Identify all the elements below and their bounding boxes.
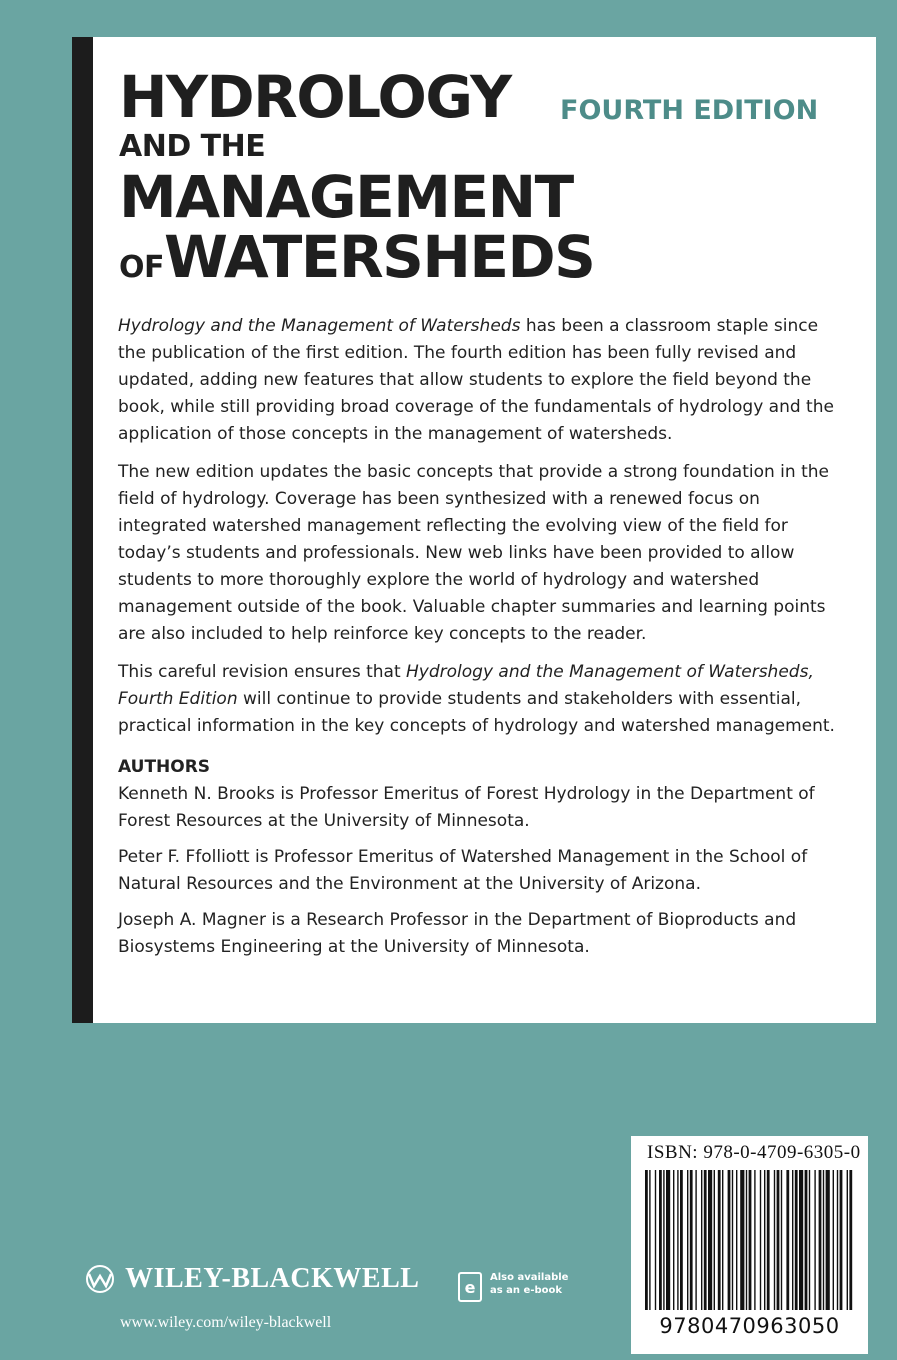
barcode-bar — [754, 1170, 755, 1310]
barcode-bar — [795, 1170, 798, 1310]
isbn-label: ISBN: 978-0-4709-6305-0 — [647, 1142, 861, 1163]
author-entry — [118, 781, 848, 835]
barcode-bar — [837, 1170, 838, 1310]
publisher-name: WILEY-BLACKWELL — [125, 1263, 420, 1294]
barcode-bar — [728, 1170, 731, 1310]
book-title — [119, 63, 595, 298]
barcode-bar — [781, 1170, 782, 1310]
edition-label: FOURTH EDITION — [560, 95, 819, 126]
barcode-bar — [655, 1170, 656, 1310]
barcode-bar — [764, 1170, 765, 1310]
title-line-4 — [119, 223, 595, 298]
author-bio: is Professor Emeritus of Watershed Management in the School of Natural Resources and the Environment at the University of Arizona. — [118, 847, 808, 894]
author-entry — [118, 907, 848, 961]
barcode-bar — [701, 1170, 702, 1310]
barcode-bar — [746, 1170, 747, 1310]
description-p3-italic: Hydrology and the Management of Watersheds, Fourth Edition — [118, 662, 814, 709]
barcode-bar — [847, 1170, 848, 1310]
barcode-bar — [740, 1170, 744, 1310]
barcode-bar — [718, 1170, 721, 1310]
barcode-bar — [767, 1170, 770, 1310]
author-bio: is a Research Professor in the Department of Bioproducts and Biosystems Engineering at the University of Minnesota. — [118, 910, 797, 957]
barcode-bar — [659, 1170, 662, 1310]
publisher-url: www.wiley.com/wiley-blackwell — [120, 1314, 332, 1331]
barcode-bar — [722, 1170, 723, 1310]
barcode-bar — [799, 1170, 803, 1310]
barcode-bar — [760, 1170, 761, 1310]
barcode-bar — [786, 1170, 789, 1310]
barcode-bar — [792, 1170, 793, 1310]
back-cover-panel — [72, 37, 876, 1023]
title-line-1: HYDROLOGY — [119, 63, 511, 131]
barcode-bar — [666, 1170, 670, 1310]
barcode-bar — [840, 1170, 843, 1310]
barcode-bar — [714, 1170, 715, 1310]
author-name: Peter F. Ffolliott — [118, 847, 250, 867]
barcode-box — [631, 1136, 868, 1354]
author-list — [118, 781, 848, 961]
description-p3-end: will continue to provide students and stakeholders with essential, practical information in the key concepts of hydrology and watershed management. — [118, 689, 835, 736]
authors-heading: AUTHORS — [118, 757, 211, 777]
author-name: Joseph A. Magner — [118, 910, 266, 930]
barcode-image — [641, 1170, 858, 1310]
barcode-bar — [732, 1170, 733, 1310]
barcode-bar — [645, 1170, 648, 1310]
author-bio: is Professor Emeritus of Forest Hydrology in the Department of Forest Resources at the University of Minnesota. — [118, 784, 815, 831]
barcode-bar — [673, 1170, 674, 1310]
description-title-italic: Hydrology and the Management of Watersheds — [118, 316, 521, 336]
barcode-bar — [833, 1170, 834, 1310]
publisher-logo — [80, 1263, 419, 1295]
barcode-bar — [814, 1170, 815, 1310]
ebook-line-1: Also available — [490, 1272, 569, 1283]
barcode-bar — [677, 1170, 678, 1310]
author-name: Kenneth N. Brooks — [118, 784, 275, 804]
barcode-bar — [849, 1170, 852, 1310]
author-entry — [118, 844, 848, 898]
barcode-bar — [777, 1170, 780, 1310]
description-p1-text: has been a classroom staple since the publication of the first edition. The fourth edition has been fully revised and updated, adding new features that allow students to explore the field beyond the book, while still providing broad coverage of the fundamentals of hydrology and the application of those concepts in the management of watersheds. — [118, 316, 834, 444]
barcode-bar — [687, 1170, 688, 1310]
barcode-bar — [704, 1170, 707, 1310]
description-paragraph-3 — [118, 659, 848, 740]
barcode-number: 9780470963050 — [659, 1314, 840, 1338]
barcode-bar — [663, 1170, 664, 1310]
panel-side-bar — [72, 37, 93, 1023]
title-watersheds: WATERSHEDS — [164, 223, 595, 291]
svg-text:e: e — [464, 1278, 476, 1297]
barcode-bar — [695, 1170, 696, 1310]
publisher-emblem-icon — [80, 1264, 120, 1294]
barcode-bar — [749, 1170, 752, 1310]
barcode-bar — [680, 1170, 683, 1310]
barcode-bar — [819, 1170, 822, 1310]
title-of: OF — [119, 250, 164, 285]
barcode-bar — [708, 1170, 712, 1310]
title-line-3: MANAGEMENT — [119, 163, 573, 231]
barcode-bar — [736, 1170, 737, 1310]
barcode-bar — [690, 1170, 693, 1310]
barcode-bar — [774, 1170, 775, 1310]
barcode-bar — [805, 1170, 808, 1310]
barcode-bar — [809, 1170, 810, 1310]
barcode-bar — [649, 1170, 650, 1310]
ebook-icon — [458, 1272, 482, 1302]
barcode-bar — [823, 1170, 824, 1310]
description-paragraph-1 — [118, 313, 848, 448]
ebook-text — [490, 1271, 590, 1297]
description-p3-start: This careful revision ensures that — [118, 662, 407, 682]
description-paragraph-2: The new edition updates the basic concepts that provide a strong foundation in the field of hydrology. Coverage has been synthesized with a renewed focus on integrated watershed management reflecting the evolving view of the field for today’s students and professionals. New web links have been provided to allow students to more thoroughly explore the world of hydrology and watershed management outside of the book. Valuable chapter summaries and learning points are also included to help reinforce key concepts to the reader. — [118, 462, 829, 644]
book-description — [118, 313, 848, 970]
title-line-2: AND THE — [119, 129, 266, 164]
ebook-line-2: as an e-book — [490, 1285, 563, 1296]
barcode-bar — [826, 1170, 830, 1310]
